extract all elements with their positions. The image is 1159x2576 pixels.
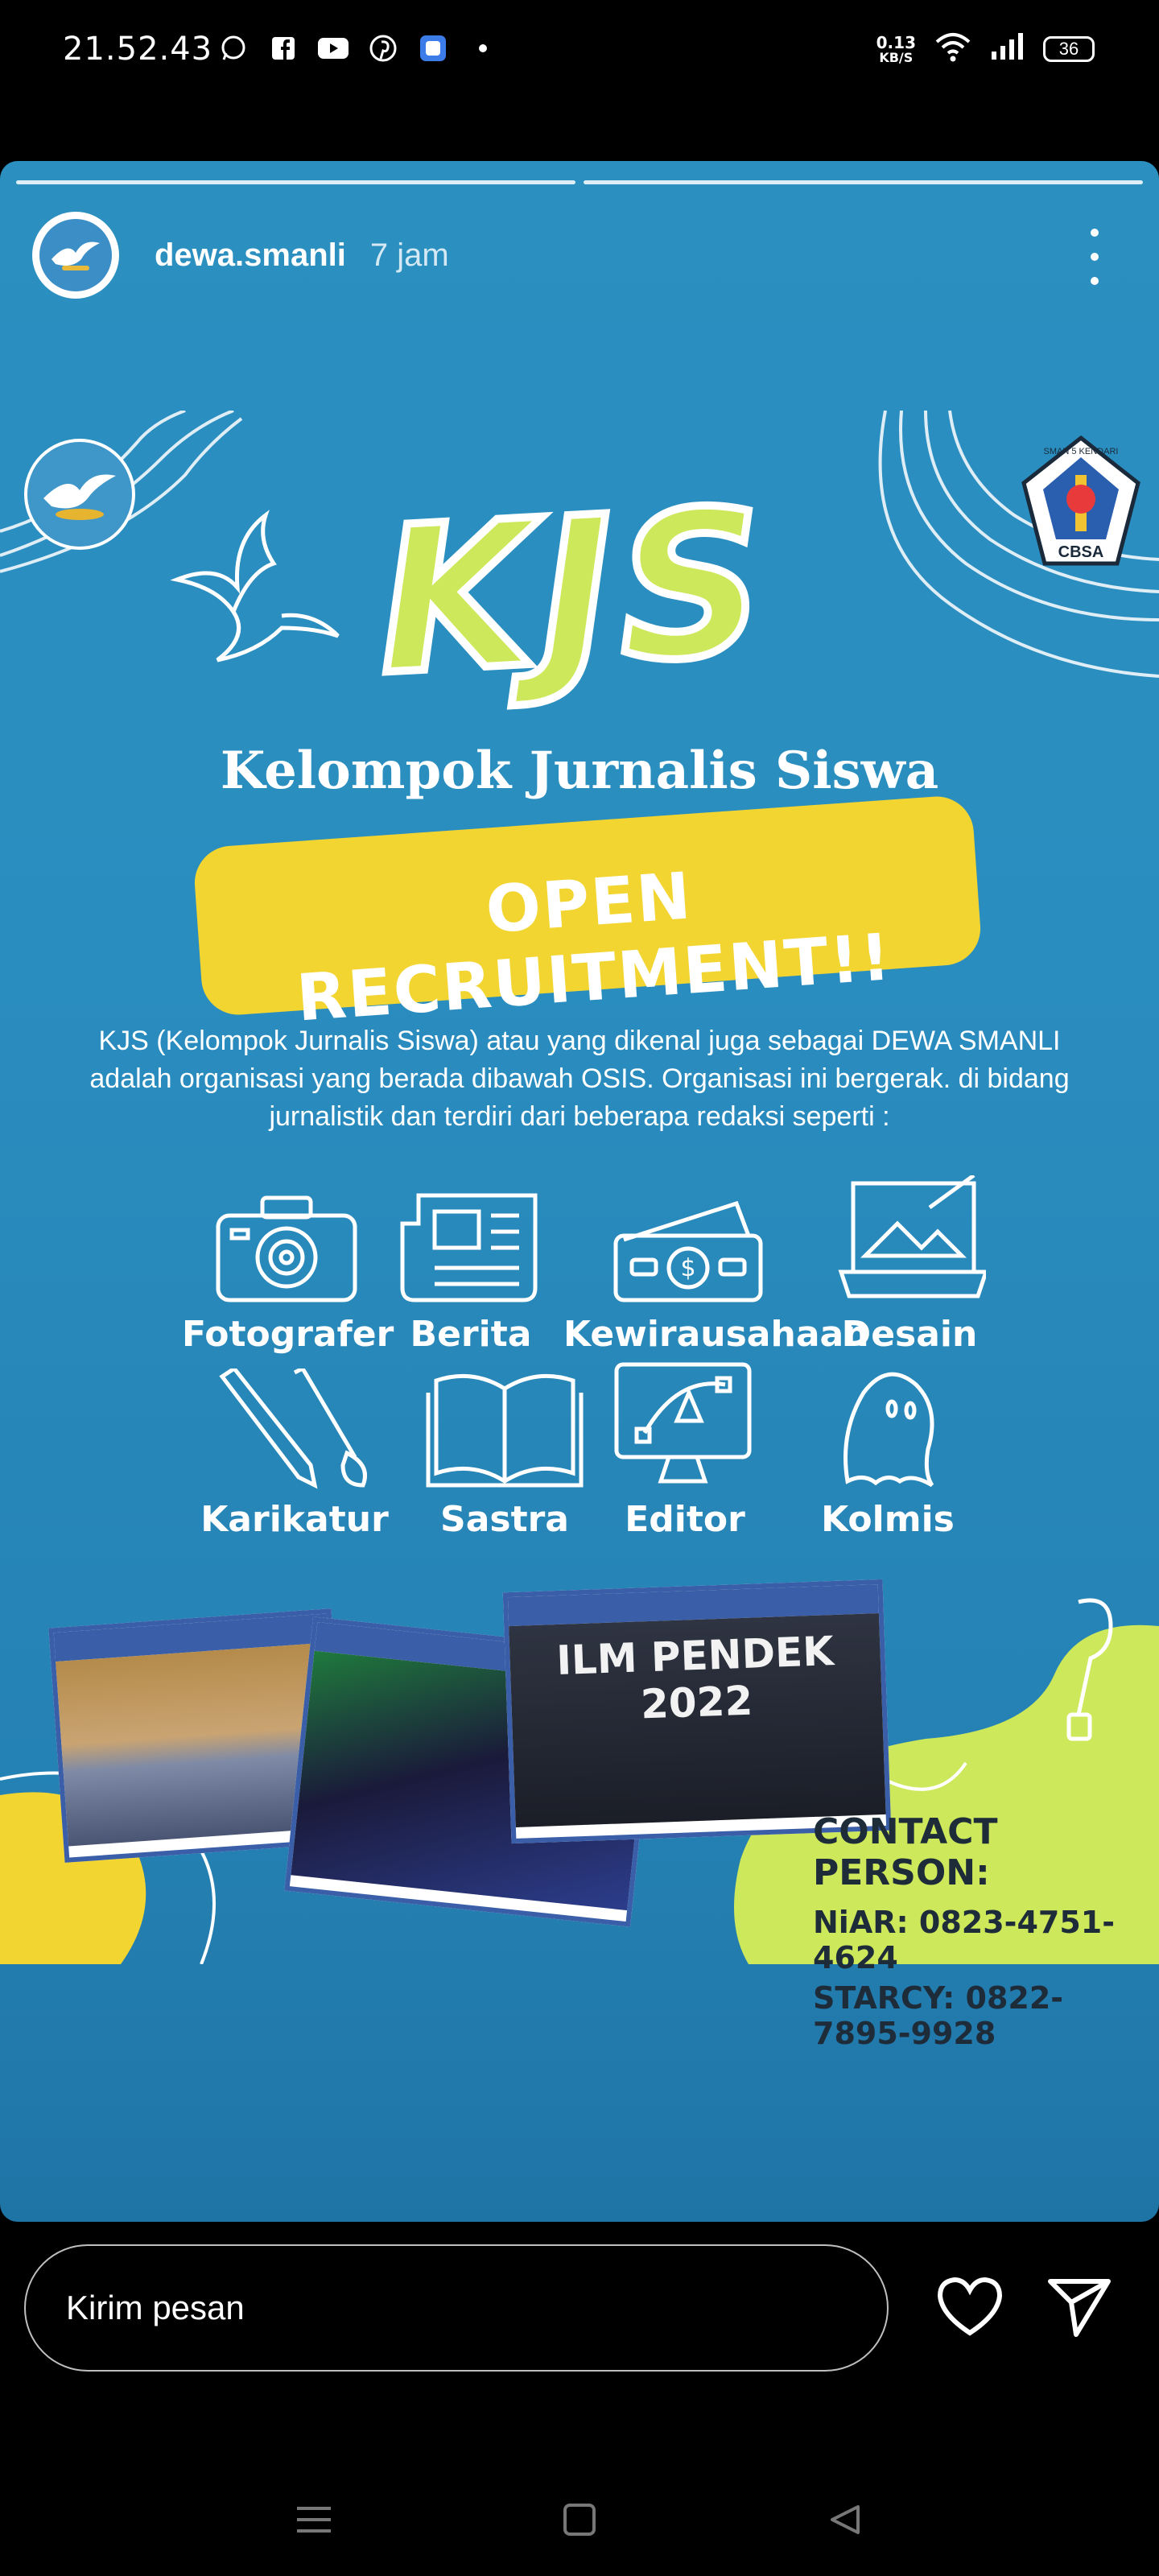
poster-description: KJS (Kelompok Jurnalis Siswa) atau yang dikenal juga sebagai DEWA SMANLI adalah organisasi yang berada dibawah OSIS. Organisasi ini bergerak. di bidang jurnalistik dan terdiri dari beberapa redaksi seperti : [89,1026,1070,1132]
story-poster [0,411,1159,2051]
heart-icon [934,2270,1006,2343]
dove-illustration [177,515,338,660]
svg-text:SMAN 5 KENDARI: SMAN 5 KENDARI [1043,447,1119,456]
story-header [32,211,1127,299]
menu-nav-icon[interactable] [290,2496,338,2544]
department-label: Sastra [440,1499,569,1540]
monitor-vector-icon [580,1368,790,1489]
money-icon [563,1183,813,1304]
department-label: Fotografer [182,1314,394,1355]
department-label: Berita [410,1314,532,1355]
department-label: Kolmis [821,1499,955,1540]
more-notifications-dot-icon [467,32,499,64]
kjs-logo-text: KJS [372,464,775,720]
pinterest-icon [367,32,399,64]
app-notification-icon [417,32,449,64]
department-label: Karikatur [200,1499,389,1540]
send-button[interactable] [1042,2270,1115,2343]
story-progress-segment [584,180,1143,184]
story-time: 7 jam [369,237,449,273]
department-label: Kewirausahaan [563,1314,869,1355]
back-nav-icon[interactable] [821,2496,869,2544]
department-fotografer [182,1183,394,1355]
youtube-icon [317,32,349,64]
dewa-logo-icon [24,439,135,550]
story-viewer[interactable] [0,161,1159,2222]
network-speed-value: 0.13 [876,32,916,52]
more-options-icon[interactable] [1087,229,1103,285]
signal-icon [990,32,1025,65]
department-kolmis [783,1368,992,1540]
home-nav-icon[interactable] [555,2496,604,2544]
department-desain [805,1183,1014,1355]
department-label: Desain [841,1314,978,1355]
status-bar [0,0,1159,105]
department-berita [366,1183,575,1355]
battery-indicator: 36 [1043,36,1095,62]
system-icons [876,31,1095,67]
network-speed [876,34,916,64]
network-speed-unit: KB/S [879,49,914,65]
whatsapp-icon [217,32,250,64]
department-sastra [400,1368,609,1540]
recruitment-banner-text: OPEN RECRUITMENT!! [294,858,894,1036]
story-username[interactable]: dewa.smanli [155,237,346,273]
svg-text:CBSA: CBSA [1058,543,1104,561]
department-editor [580,1368,790,1540]
poster-subtitle: Kelompok Jurnalis Siswa [220,741,939,801]
contact-starcy: STARCY: 0822-7895-9928 [813,1980,1064,2051]
photo-window-film [503,1579,892,1843]
book-icon [400,1368,609,1489]
department-kewirausahaan [563,1183,869,1355]
contact-person [813,1811,1159,2051]
story-progress [16,180,1143,184]
newspaper-icon [366,1183,575,1304]
ghost-icon [783,1368,992,1489]
wifi-icon [934,31,972,67]
contact-title: CONTACT PERSON: [813,1811,998,1893]
photo-caption: ILM PENDEK 2022 [555,1628,835,1728]
camera-icon [182,1183,391,1304]
pencil-brush-icon [190,1368,399,1489]
avatar[interactable] [32,212,119,299]
drawing-tablet-icon [805,1183,1014,1304]
clock: 21.52.43 [63,31,213,68]
story-progress-segment [16,180,575,184]
department-karikatur [190,1368,399,1540]
department-label: Editor [625,1499,745,1540]
school-seal-icon [1021,435,1141,572]
contact-niar: NiAR: 0823-4751-4624 [813,1905,1115,1975]
system-navigation-bar [0,2471,1159,2576]
svg-text:$: $ [680,1254,696,1282]
send-icon [1042,2270,1115,2343]
facebook-icon [267,32,299,64]
like-button[interactable] [934,2270,1006,2343]
dove-logo-icon [39,219,112,291]
notification-icons [217,32,499,64]
message-input[interactable]: Kirim pesan [24,2244,889,2372]
